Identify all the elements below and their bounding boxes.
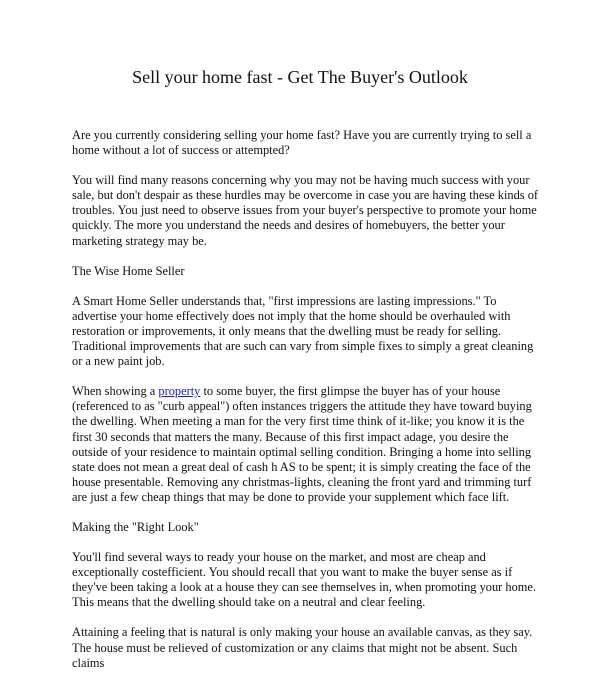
smart-seller-paragraph: A Smart Home Seller understands that, "first impressions are lasting impressions." To advertise your home effectively does not imply that the home should be overhauled with restoration or improvements, it only means that the dwelling must be ready for selling. Traditional improvements that are such can vary from simple fixes to simply a great cleaning or a new paint job. — [72, 293, 534, 369]
ready-house-paragraph: You'll find several ways to ready your house on the market, and most are cheap and exceptionally costefficient. You should recall that you want to make the buyer sense as if they've been taking a look at a house they can see themselves in, when promoting your home. This means that the dwelling should take on a neutral and clear feeling. — [72, 550, 537, 610]
intro-paragraph: Are you currently considering selling your home fast? Have you are currently trying to sell a home without a lot of success or attempted? — [72, 128, 532, 158]
curb-appeal-text-after: to some buyer, the first glimpse the buyer has of your house (referenced to as "curb appeal") often instances triggers the attitude they have toward buying the dwelling. When meeting a man for the very first time think of it-like; you know it is the first 30 seconds that matters the many. Because of this first impact adage, you desire the outside of your residence to maintain optimal selling condition. Bringing a home into selling state does not mean a great deal of cash h AS to be spent; it is simply creating the face of the house presentable. Removing any christmas-lights, cleaning the front yard and trimming turf are just a few cheap things that may be done to provide your supplement which face lift. — [72, 384, 532, 504]
document-title: Sell your home fast - Get The Buyer's Outlook — [132, 67, 468, 87]
curb-appeal-paragraph — [72, 384, 542, 505]
property-link[interactable]: property — [158, 384, 201, 399]
curb-appeal-text-before: When showing a — [72, 384, 159, 399]
natural-feeling-paragraph: Attaining a feeling that is natural is only making your house an available canvas, as they say. The house must be relieved of customization or any claims that might not be absent. Such claims — [72, 625, 533, 670]
section-heading-right-look: Making the "Right Look" — [72, 519, 199, 534]
reasons-paragraph: You will find many reasons concerning why you may not be having much success with your sale, but don't despair as these hurdles may be overcome in case you are having these kinds of troubles. You just need to observe issues from your buyer's perspective to promote your home quickly. The more you understand the needs and desires of homebuyers, the better your marketing strategy may be. — [72, 173, 539, 248]
section-heading-wise-home-seller: The Wise Home Seller — [72, 263, 185, 278]
document-body — [72, 128, 542, 686]
